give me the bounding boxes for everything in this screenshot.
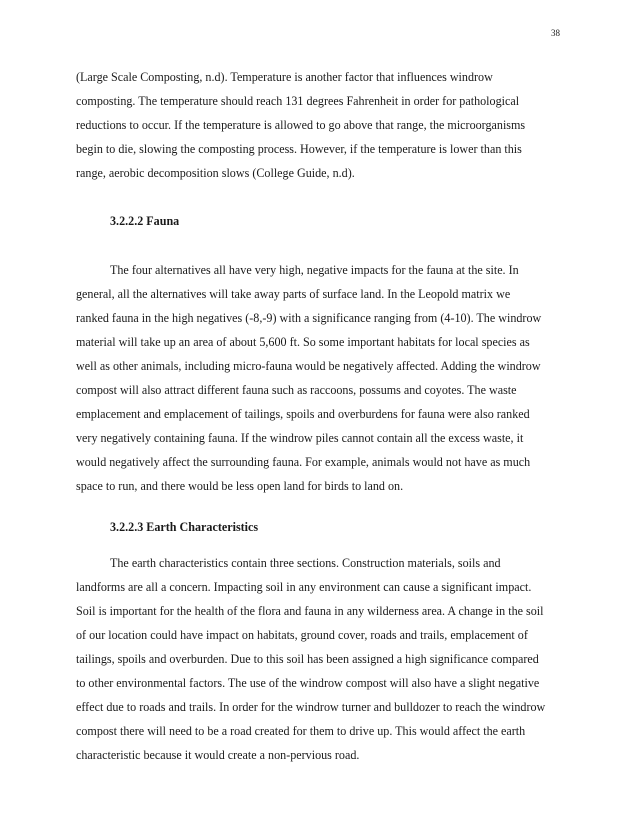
text-line: The four alternatives all have very high, negative impacts for the fauna at the site. In bbox=[110, 262, 519, 277]
text-line: landforms are all a concern. Impacting soil in any environment can cause a significant impact. bbox=[76, 579, 532, 594]
text-line: would negatively affect the surrounding fauna. For example, animals would not have as much bbox=[76, 455, 531, 470]
text-line: (Large Scale Composting, n.d). Temperature is another factor that influences windrow bbox=[76, 70, 493, 84]
fauna-paragraph bbox=[76, 258, 568, 499]
text-line: composting. The temperature should reach 131 degrees Fahrenheit in order for pathological bbox=[76, 94, 520, 109]
text-line: well as other animals, including micro-fauna would be negatively affected. Adding the windrow bbox=[76, 358, 541, 373]
text-line: of our location could have impact on habitats, ground cover, roads and trails, emplacement of bbox=[76, 627, 528, 642]
section-heading-earth-characteristics: 3.2.2.3 Earth Characteristics bbox=[110, 519, 259, 534]
text-line: effect due to roads and trails. In order for the windrow turner and bulldozer to reach the windrow bbox=[76, 700, 546, 715]
text-line: compost will also attract different fauna such as raccoons, possums and coyotes. The waste bbox=[76, 383, 517, 398]
text-line: characteristic because it would create a non-pervious road. bbox=[76, 748, 360, 763]
text-line: tailings, spoils and overburden. Due to this soil has been assigned a high significance compared bbox=[76, 651, 539, 666]
text-line: emplacement and emplacement of tailings, spoils and overburdens for fauna were also ranked bbox=[76, 407, 530, 422]
text-line: begin to die, slowing the composting process. However, if the temperature is lower than this bbox=[76, 142, 522, 157]
page-number: 38 bbox=[551, 28, 560, 38]
text-line: space to run, and there would be less open land for birds to land on. bbox=[76, 479, 404, 494]
text-line: to other environmental factors. The use of the windrow compost will also have a slight negative bbox=[76, 676, 540, 691]
text-line: Soil is important for the health of the flora and fauna in any wilderness area. A change in the soil bbox=[76, 603, 544, 618]
text-line: material will take up an area of about 5,600 ft. So some important habitats for local species as bbox=[76, 334, 530, 349]
document-body bbox=[76, 65, 568, 767]
text-line: ranked fauna in the high negatives (-8,-9) with a significance ranging from (4-10). The windrow bbox=[76, 310, 542, 325]
section-heading-fauna: 3.2.2.2 Fauna bbox=[110, 214, 180, 229]
text-line: very negatively containing fauna. If the windrow piles cannot contain all the excess waste, it bbox=[76, 431, 524, 446]
text-line: general, all the alternatives will take away parts of surface land. In the Leopold matrix we bbox=[76, 286, 511, 301]
text-line: compost there will need to be a road created for them to drive up. This would affect the earth bbox=[76, 724, 526, 739]
earth-paragraph bbox=[76, 551, 568, 768]
intro-paragraph bbox=[76, 65, 568, 185]
text-line: reductions to occur. If the temperature is allowed to go above that range, the microorganisms bbox=[76, 118, 526, 133]
text-line: range, aerobic decomposition slows (College Guide, n.d). bbox=[76, 166, 355, 181]
text-line: The earth characteristics contain three sections. Construction materials, soils and bbox=[110, 555, 501, 570]
